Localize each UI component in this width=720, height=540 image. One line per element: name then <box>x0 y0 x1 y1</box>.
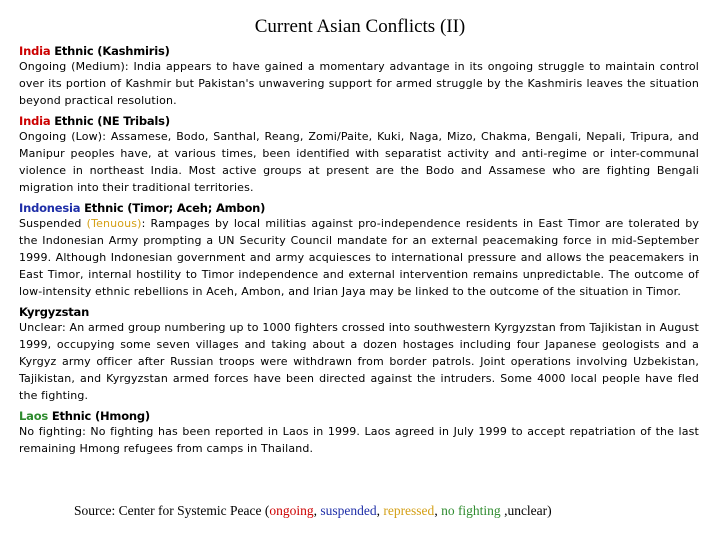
entry-heading <box>19 409 699 423</box>
entry-body: Ongoing (Low): Assamese, Bodo, Santhal, Reang, Zomi/Paite, Kuki, Naga, Mizo, Chakma, Bengali, Nepali, Tripura, and Manipur peoples have, at various times, been identified with separatist activity and anti-regime or inter-communal violence in northeast India. Most active groups at present are the Bodo and Assamese who are fighting Bengali migration into their traditional territories. <box>19 130 699 194</box>
legend-separator: , <box>376 503 384 518</box>
entry-body: Ongoing (Medium): India appears to have gained a momentary advantage in its ongoing struggle to maintain control over its portion of Kashmir but Pakistan's unwavering support for armed struggle by the Kashmiris leaves the situation beyond practical resolution. <box>19 60 699 107</box>
conflict-type: Ethnic (Kashmiris) <box>50 44 170 58</box>
entry-body: Unclear: An armed group numbering up to 1000 fighters crossed into southwestern Kyrgyzstan from Tajikistan in August 1999, occupying some seven villages and taking about a dozen hostages including four Japanese geologists and a Kyrgyz army officer after Russian troops were withdrawn from border patrols. Joint operations involving Uzbekistan, Tajikistan, and Kyrgyzstan armed forces have been directed against the intruders. Some 4000 local people have fled the fighting. <box>19 321 699 402</box>
entry-body-text: : Rampages by local militias against pro-independence residents in East Timor are tolerated by the Indonesian Army prompting a UN Security Council mandate for an external peacemaking force in mid-September 1999. Although Indonesian government and army acquiesces to international pressure and allows the peacemakers in East Timor, internal hostility to Timor independence and external intervention remains unpredictable. The outcome of low-intensity ethnic rebellions in Aceh, Ambon, and Irian Jaya may be linked to the outcome of the situation in Timor. <box>19 217 699 298</box>
entry-heading <box>19 305 699 319</box>
conflict-type: Ethnic (Hmong) <box>48 409 150 423</box>
conflict-type: Ethnic (Timor; Aceh; Ambon) <box>80 201 266 215</box>
status-highlight: (Tenuous) <box>86 217 142 230</box>
source-prefix: Source: Center for Systemic Peace ( <box>74 503 270 518</box>
country-label: Laos <box>19 409 49 423</box>
conflict-entry-kyrgyzstan <box>19 305 699 404</box>
entry-heading <box>19 114 699 128</box>
entry-heading <box>19 44 699 58</box>
legend-no-fighting: no fighting <box>441 503 501 518</box>
entry-body: No fighting: No fighting has been reported in Laos in 1999. Laos agreed in July 1999 to accept repatriation of the last remaining Hmong refugees from camps in Thailand. <box>19 425 699 455</box>
legend-ongoing: ongoing <box>269 503 314 518</box>
country-label: Kyrgyzstan <box>19 305 90 319</box>
country-label: India <box>19 114 51 128</box>
legend-suspended: suspended <box>320 503 377 518</box>
page-title: Current Asian Conflicts (II) <box>254 16 466 37</box>
legend-separator: , <box>434 503 442 518</box>
conflict-type: Ethnic (NE Tribals) <box>50 114 170 128</box>
legend-repressed: repressed <box>383 503 435 518</box>
source-note <box>74 503 552 519</box>
conflict-entry-india-ne <box>19 114 699 196</box>
conflict-entry-indonesia <box>19 201 699 300</box>
legend-unclear: ,unclear) <box>500 503 552 518</box>
status-prefix: Suspended <box>19 217 87 230</box>
entry-body <box>19 215 699 300</box>
country-label: Indonesia <box>19 201 81 215</box>
conflict-list <box>19 44 699 462</box>
conflict-entry-laos <box>19 409 699 457</box>
country-label: India <box>19 44 51 58</box>
legend-separator: , <box>313 503 321 518</box>
conflict-entry-india-kashmir <box>19 44 699 109</box>
entry-heading <box>19 201 699 215</box>
